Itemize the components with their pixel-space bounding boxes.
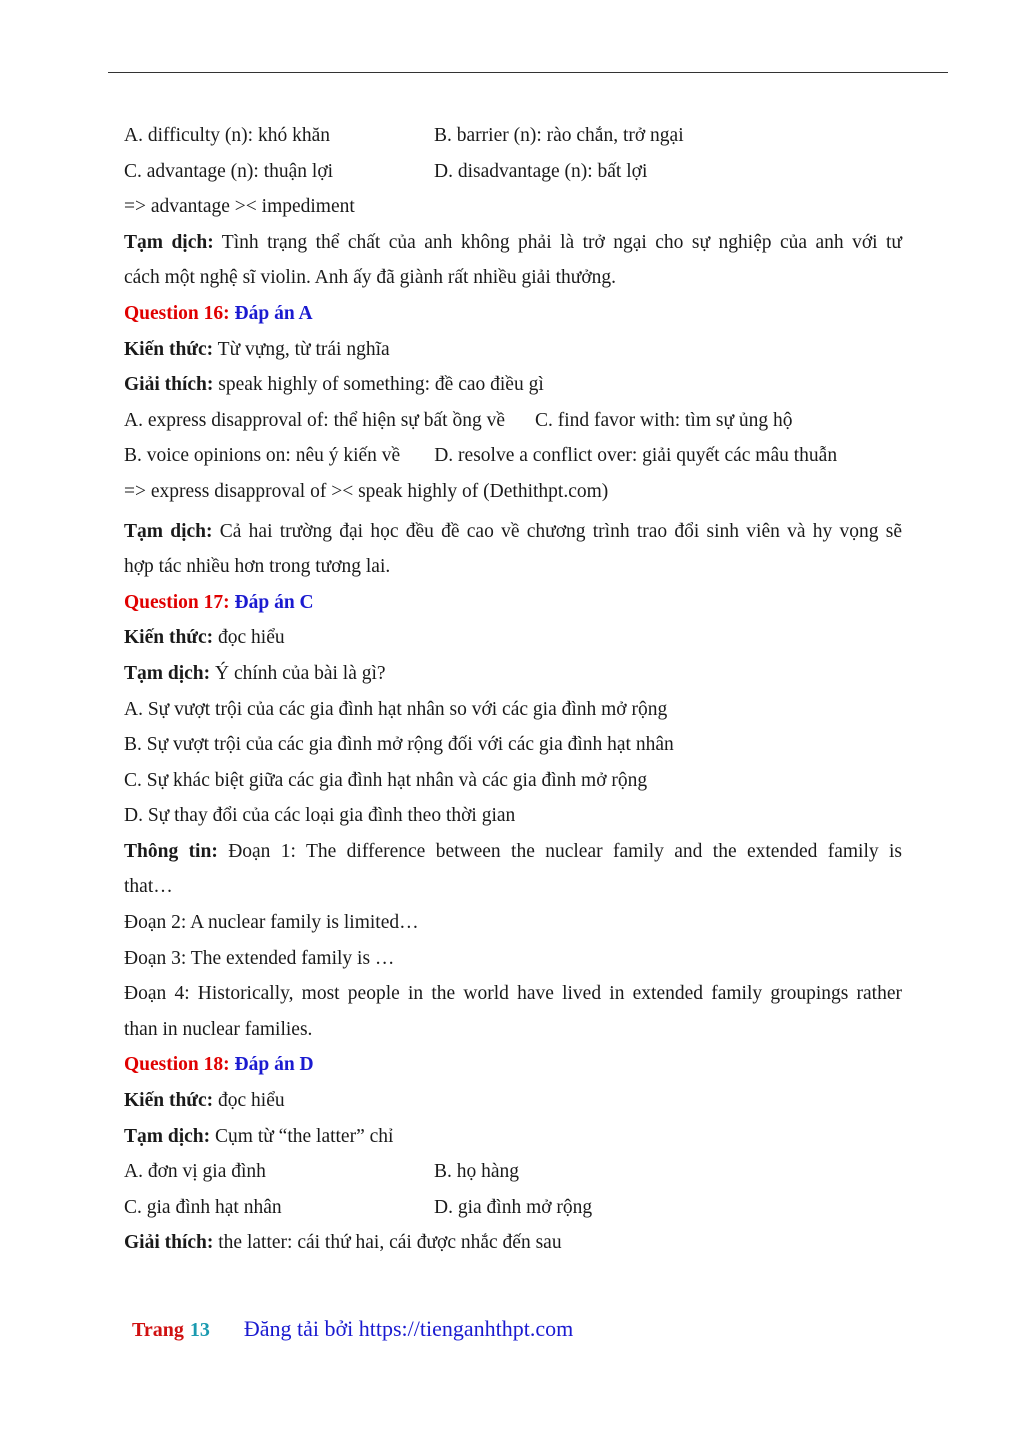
explanation-line <box>124 1225 902 1261</box>
knowledge-text: đọc hiểu <box>213 627 285 649</box>
option-c: C. gia đình hạt nhân <box>124 1196 282 1218</box>
option-d: D. Sự thay đổi của các loại gia đình theo thời gian <box>124 805 516 827</box>
paragraph-note: Đoạn 4: Historically, most people in the world have lived in extended family groupings rather <box>124 983 902 1005</box>
knowledge-text: Từ vựng, từ trái nghĩa <box>213 338 390 360</box>
option-row <box>124 1154 902 1190</box>
paragraph-note-continued: than in nuclear families. <box>124 1018 313 1040</box>
header-rule <box>108 72 948 73</box>
translation-line <box>124 514 902 550</box>
explanation-text: speak highly of something: đề cao điều gì <box>213 374 544 396</box>
knowledge-label: Kiến thức: <box>124 627 214 649</box>
knowledge-line <box>124 620 902 656</box>
info-continued: that… <box>124 876 173 898</box>
answer-label: Đáp án A <box>229 302 313 324</box>
option-row <box>124 1190 902 1226</box>
antonym-line: => advantage >< impediment <box>124 196 355 218</box>
document-body <box>124 118 902 1261</box>
option-row <box>124 403 902 439</box>
question-label: Question 17: <box>124 591 230 613</box>
option-d: D. resolve a conflict over: giải quyết các mâu thuẫn <box>434 445 838 467</box>
paragraph-note: Đoạn 2: A nuclear family is limited… <box>124 912 419 934</box>
page-label: Trang <box>132 1319 184 1341</box>
translation-line <box>124 1119 902 1155</box>
option-row <box>124 154 902 190</box>
translation-continued: cách một nghệ sĩ violin. Anh ấy đã giành rất nhiều giải thưởng. <box>124 267 617 289</box>
option-row <box>124 438 902 474</box>
explanation-text: the latter: cái thứ hai, cái được nhắc đến sau <box>213 1232 562 1254</box>
option-a: A. đơn vị gia đình <box>124 1161 266 1183</box>
page-footer <box>132 1316 573 1342</box>
option-c: C. find favor with: tìm sự ủng hộ <box>534 409 793 431</box>
info-line <box>124 834 902 870</box>
option-c: C. Sự khác biệt giữa các gia đình hạt nhân và các gia đình mở rộng <box>124 769 648 791</box>
knowledge-line <box>124 332 902 368</box>
knowledge-line <box>124 1083 902 1119</box>
option-a: A. express disapproval of: thể hiện sự bất ồng về <box>124 409 505 431</box>
question-label: Question 18: <box>124 1054 230 1076</box>
question-heading-16 <box>124 296 902 332</box>
translation-line <box>124 225 902 261</box>
translation-line <box>124 656 902 692</box>
option-row <box>124 118 902 154</box>
translation-label: Tạm dịch: <box>124 231 214 253</box>
paragraph-note: Đoạn 3: The extended family is … <box>124 947 395 969</box>
option-d: D. disadvantage (n): bất lợi <box>434 160 648 182</box>
antonym-line: => express disapproval of >< speak highly of (Dethithpt.com) <box>124 480 609 502</box>
knowledge-label: Kiến thức: <box>124 338 214 360</box>
question-heading-17 <box>124 585 902 621</box>
option-d: D. gia đình mở rộng <box>434 1196 593 1218</box>
option-b: B. Sự vượt trội của các gia đình mở rộng đối với các gia đình hạt nhân <box>124 734 674 756</box>
translation-label: Tạm dịch: <box>124 520 213 542</box>
translation-text: Cụm từ “the latter” chỉ <box>210 1125 394 1147</box>
question-heading-18 <box>124 1047 902 1083</box>
translation-text: Ý chính của bài là gì? <box>210 662 386 684</box>
option-a: A. Sự vượt trội của các gia đình hạt nhân so với các gia đình mở rộng <box>124 698 668 720</box>
translation-text: Cả hai trường đại học đều đề cao về chương trình trao đổi sinh viên và hy vọng sẽ <box>212 520 903 542</box>
explanation-line <box>124 367 902 403</box>
knowledge-label: Kiến thức: <box>124 1090 214 1112</box>
option-a: A. difficulty (n): khó khăn <box>124 125 330 146</box>
option-c: C. advantage (n): thuận lợi <box>124 160 334 182</box>
option-b: B. voice opinions on: nêu ý kiến về <box>124 445 401 467</box>
info-text: Đoạn 1: The difference between the nuclear family and the extended family is <box>217 840 903 862</box>
upload-credit-link[interactable]: Đăng tải bởi https://tienganhthpt.com <box>243 1316 574 1341</box>
info-label: Thông tin: <box>124 840 218 862</box>
question-label: Question 16: <box>124 302 230 324</box>
explanation-label: Giải thích: <box>124 1232 214 1254</box>
explanation-label: Giải thích: <box>124 374 214 396</box>
translation-label: Tạm dịch: <box>124 662 211 684</box>
translation-continued: hợp tác nhiều hơn trong tương lai. <box>124 556 391 578</box>
option-b: B. barrier (n): rào chắn, trở ngại <box>434 125 684 146</box>
knowledge-text: đọc hiểu <box>213 1090 285 1112</box>
page-number: 13 <box>189 1319 210 1341</box>
option-b: B. họ hàng <box>434 1161 520 1183</box>
translation-text: Tình trạng thể chất của anh không phải là trở ngại cho sự nghiệp của anh với tư <box>213 231 902 253</box>
answer-label: Đáp án D <box>229 1054 314 1076</box>
answer-label: Đáp án C <box>229 591 314 613</box>
translation-label: Tạm dịch: <box>124 1125 211 1147</box>
